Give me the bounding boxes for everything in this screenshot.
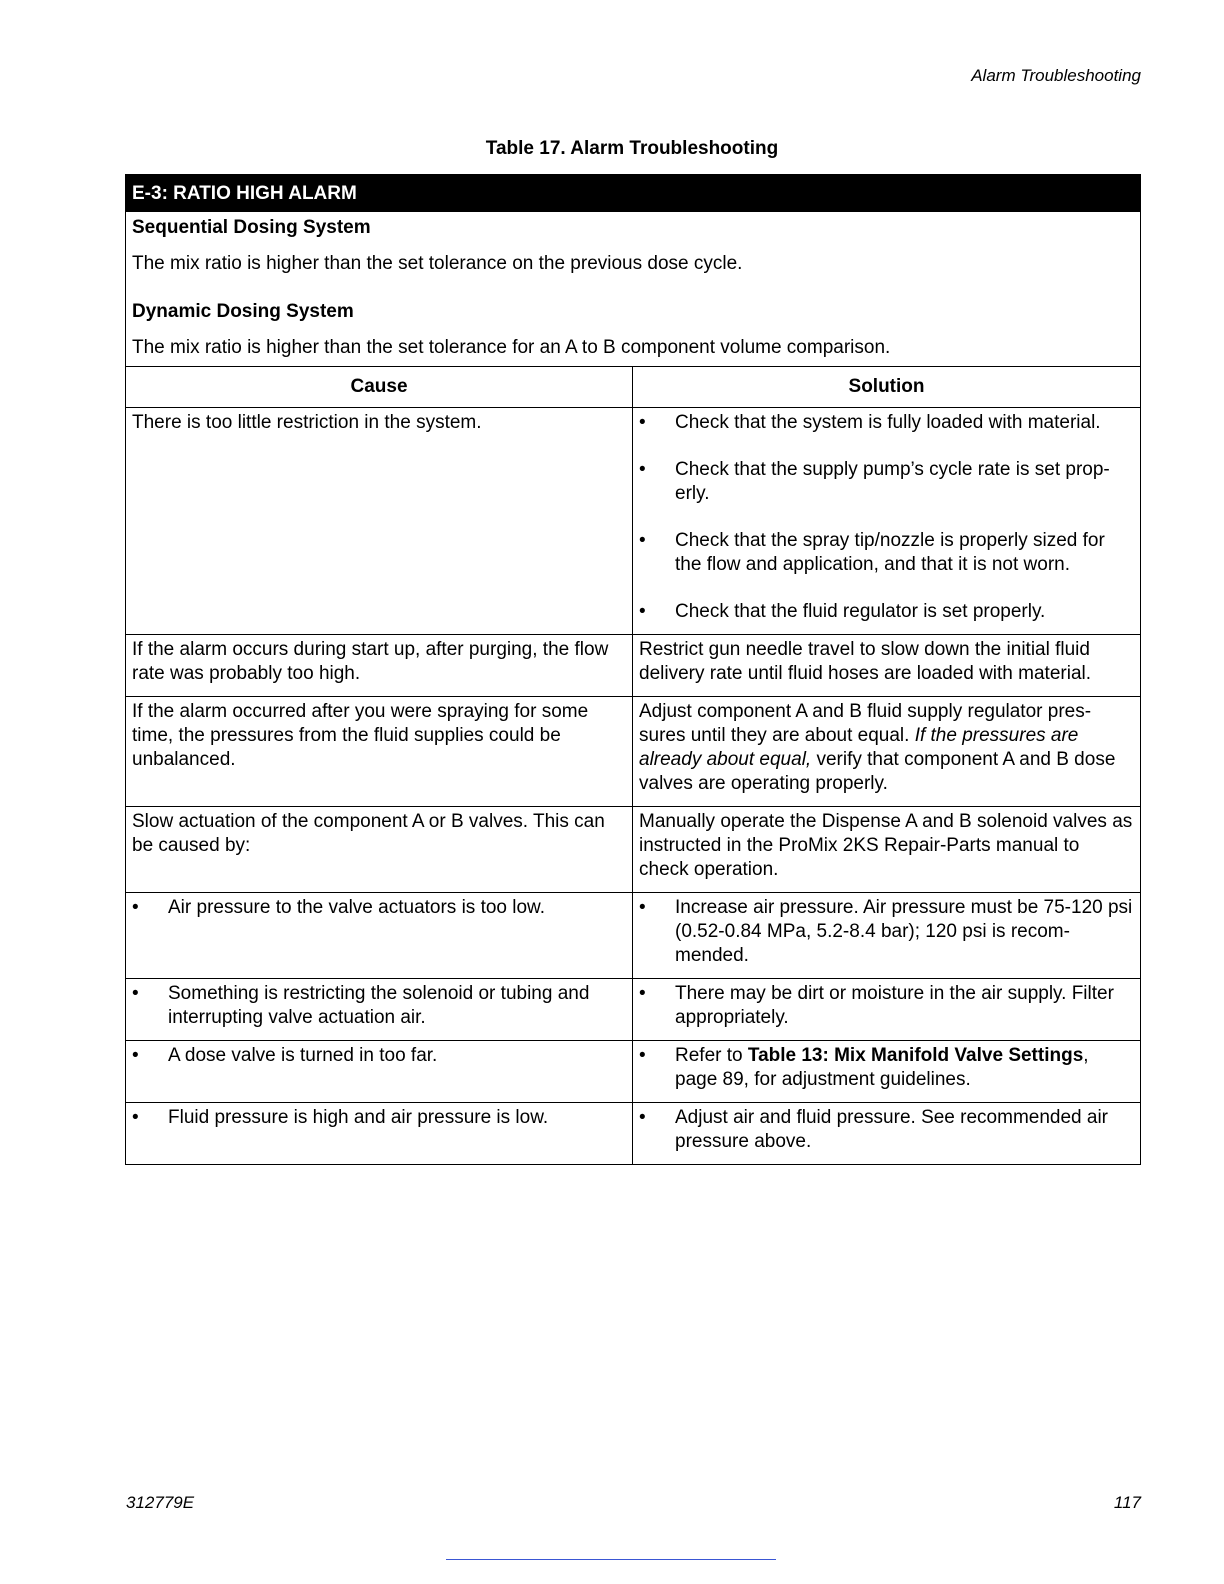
cause-cell: If the alarm occurs during start up, after purging, the flow rate was probably too high. [126, 635, 633, 697]
solution-bullet: • Check that the supply pump’s cycle rate is set prop-erly. [639, 459, 1110, 504]
solution-cell: • Increase air pressure. Air pressure must be 75-120 psi (0.52-0.84 MPa, 5.2-8.4 bar); 120 psi is recom-mended. [633, 893, 1141, 979]
solution-cell: Adjust component A and B fluid supply regulator pres-sures until they are about equal. If the pressures are already about equal, verify that component A and B dose valves are operating properly. [633, 697, 1141, 807]
table-row [126, 807, 1141, 893]
solution-cell: • There may be dirt or moisture in the air supply. Filter appropriately. [633, 979, 1141, 1041]
cause-column-header: Cause [126, 367, 633, 408]
solution-cell: • Refer to Table 13: Mix Manifold Valve Settings, page 89, for adjustment guidelines. [633, 1041, 1141, 1103]
solution-bullet: • Check that the fluid regulator is set properly. [639, 601, 1046, 622]
solution-cell: Restrict gun needle travel to slow down the initial fluid delivery rate until fluid hoses are loaded with material. [633, 635, 1141, 697]
table-row [126, 979, 1141, 1041]
cause-cell: Slow actuation of the component A or B valves. This can be caused by: [126, 807, 633, 893]
table-row [126, 408, 1141, 635]
table-title: Table 17. Alarm Troubleshooting [485, 138, 779, 159]
table-row [126, 1103, 1141, 1165]
running-head: Alarm Troubleshooting [971, 66, 1141, 85]
alarm-code-title: E-3: RATIO HIGH ALARM [126, 175, 1141, 212]
cause-cell: • Something is restricting the solenoid or tubing and interrupting valve actuation air. [126, 979, 633, 1041]
cause-cell: • A dose valve is turned in too far. [126, 1041, 633, 1103]
dynamic-heading: Dynamic Dosing System [132, 301, 354, 322]
dynamic-text: The mix ratio is higher than the set tolerance for an A to B component volume comparison. [132, 337, 891, 358]
solution-bullet: • Check that the spray tip/nozzle is properly sized for the flow and application, and that it is not worn. [639, 530, 1105, 575]
cause-cell: • Fluid pressure is high and air pressure is low. [126, 1103, 633, 1165]
sequential-heading: Sequential Dosing System [132, 217, 371, 238]
sequential-text: The mix ratio is higher than the set tolerance on the previous dose cycle. [132, 253, 743, 274]
alarm-troubleshooting-table [125, 174, 1141, 1165]
page-number: 117 [1113, 1493, 1141, 1512]
cause-cell: There is too little restriction in the system. [126, 408, 633, 635]
solution-bullet: • Check that the system is fully loaded with material. [639, 412, 1101, 433]
document-number: 312779E [126, 1493, 195, 1512]
table-row [126, 697, 1141, 807]
table-row [126, 1041, 1141, 1103]
solution-cell [633, 408, 1141, 635]
solution-column-header: Solution [633, 367, 1141, 408]
table-row [126, 893, 1141, 979]
table-reference: Table 13: Mix Manifold Valve Settings [747, 1045, 1084, 1066]
solution-cell: Manually operate the Dispense A and B solenoid valves as instructed in the ProMix 2KS Repair-Parts manual to check operation. [633, 807, 1141, 893]
cause-cell: • Air pressure to the valve actuators is too low. [126, 893, 633, 979]
solution-cell: • Adjust air and fluid pressure. See recommended air pressure above. [633, 1103, 1141, 1165]
cause-cell: If the alarm occurred after you were spraying for some time, the pressures from the fluid supplies could be unbalanced. [126, 697, 633, 807]
bottom-rule [446, 1559, 776, 1560]
table-row [126, 635, 1141, 697]
alarm-description [126, 212, 1141, 367]
